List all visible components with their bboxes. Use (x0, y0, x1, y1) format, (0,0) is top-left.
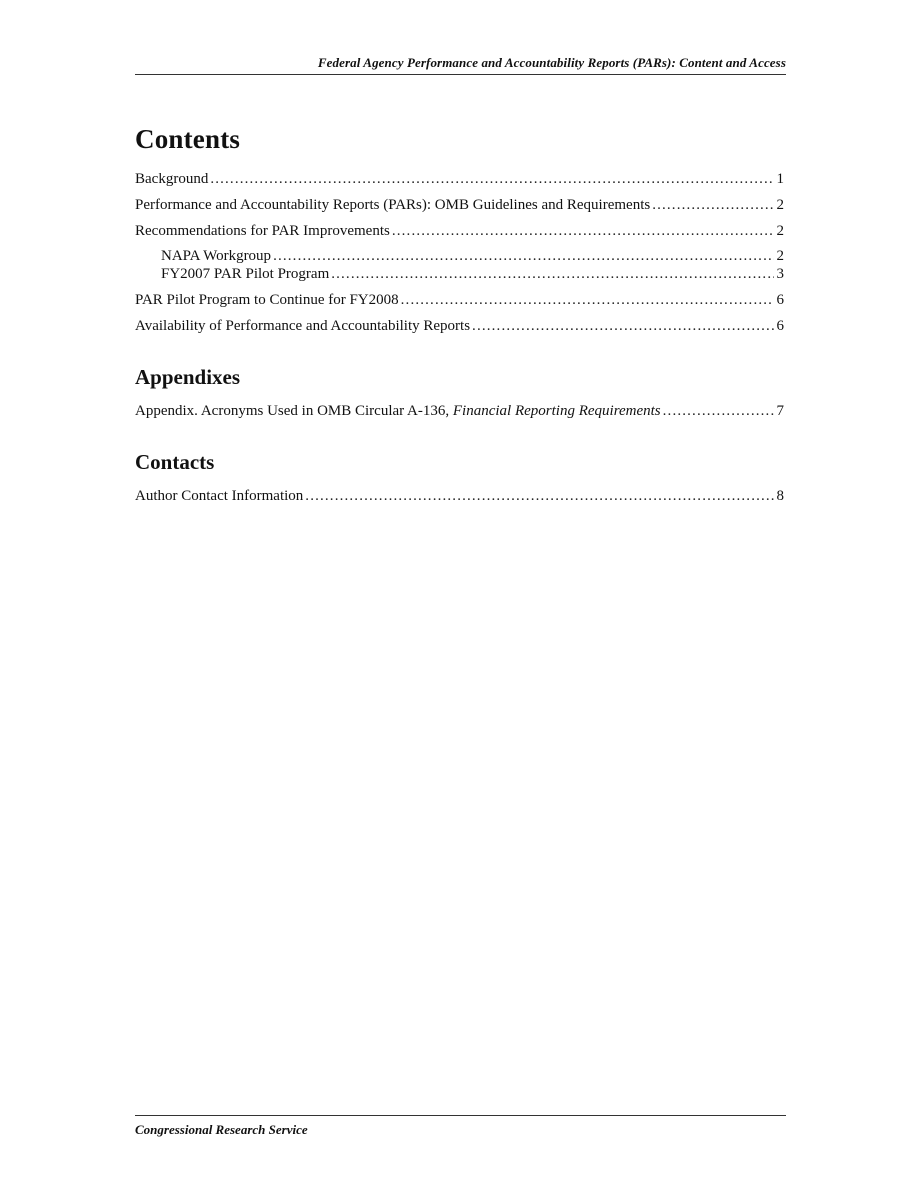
contents-list (135, 171, 784, 335)
dot-leader (210, 171, 773, 188)
table-of-contents (135, 124, 784, 514)
toc-entry-background[interactable] (135, 171, 784, 188)
toc-entry-label (135, 403, 661, 420)
toc-entry-page: 3 (776, 266, 784, 282)
contents-heading: Contents (135, 124, 241, 154)
dot-leader (472, 318, 773, 335)
appendixes-section (135, 365, 784, 420)
toc-entry-page: 6 (776, 318, 784, 334)
toc-entry-page: 2 (776, 248, 784, 264)
toc-entry-author-contact[interactable] (135, 488, 784, 505)
dot-leader (401, 292, 774, 309)
toc-entry-label: Availability of Performance and Accountability Reports (135, 318, 471, 334)
toc-entry-label: FY2007 PAR Pilot Program (161, 266, 330, 282)
toc-entry-appendix-acronyms[interactable] (135, 403, 784, 420)
contacts-heading: Contacts (135, 450, 215, 474)
toc-subentry-napa-workgroup[interactable] (135, 248, 784, 265)
toc-entry-page: 6 (776, 292, 784, 308)
dot-leader (273, 248, 773, 265)
toc-entry-page: 2 (776, 197, 784, 213)
dot-leader (331, 266, 773, 283)
contacts-list (135, 488, 784, 505)
dot-leader (305, 488, 773, 505)
toc-entry-label: Performance and Accountability Reports (PARs): OMB Guidelines and Requirements (135, 197, 651, 213)
dot-leader (392, 223, 774, 240)
running-header: Federal Agency Performance and Accountability Reports (PARs): Content and Access (135, 55, 786, 75)
toc-entry-page: 2 (776, 223, 784, 239)
toc-entry-recommendations[interactable] (135, 223, 784, 240)
toc-entry-availability[interactable] (135, 318, 784, 335)
toc-subentry-pilot-program[interactable] (135, 266, 784, 283)
dot-leader (652, 197, 773, 214)
appendixes-heading: Appendixes (135, 365, 241, 389)
toc-entry-page: 7 (776, 403, 784, 419)
toc-entry-label: Author Contact Information (135, 488, 304, 504)
appendixes-list (135, 403, 784, 420)
page-footer: Congressional Research Service (135, 1115, 786, 1138)
toc-entry-label-italic: Financial Reporting Requirements (452, 403, 661, 419)
toc-entry-page: 8 (776, 488, 784, 504)
toc-entry-omb-guidelines[interactable] (135, 197, 784, 214)
toc-entry-label-prefix: Appendix. Acronyms Used in OMB Circular A-136, (135, 403, 453, 419)
toc-entry-label: Background (135, 171, 209, 187)
toc-entry-label: PAR Pilot Program to Continue for FY2008 (135, 292, 399, 308)
toc-entry-label: NAPA Workgroup (161, 248, 272, 264)
dot-leader (663, 403, 774, 420)
toc-entry-pilot-fy2008[interactable] (135, 292, 784, 309)
toc-entry-label: Recommendations for PAR Improvements (135, 223, 390, 239)
toc-entry-page: 1 (776, 171, 784, 187)
contacts-section (135, 450, 784, 505)
